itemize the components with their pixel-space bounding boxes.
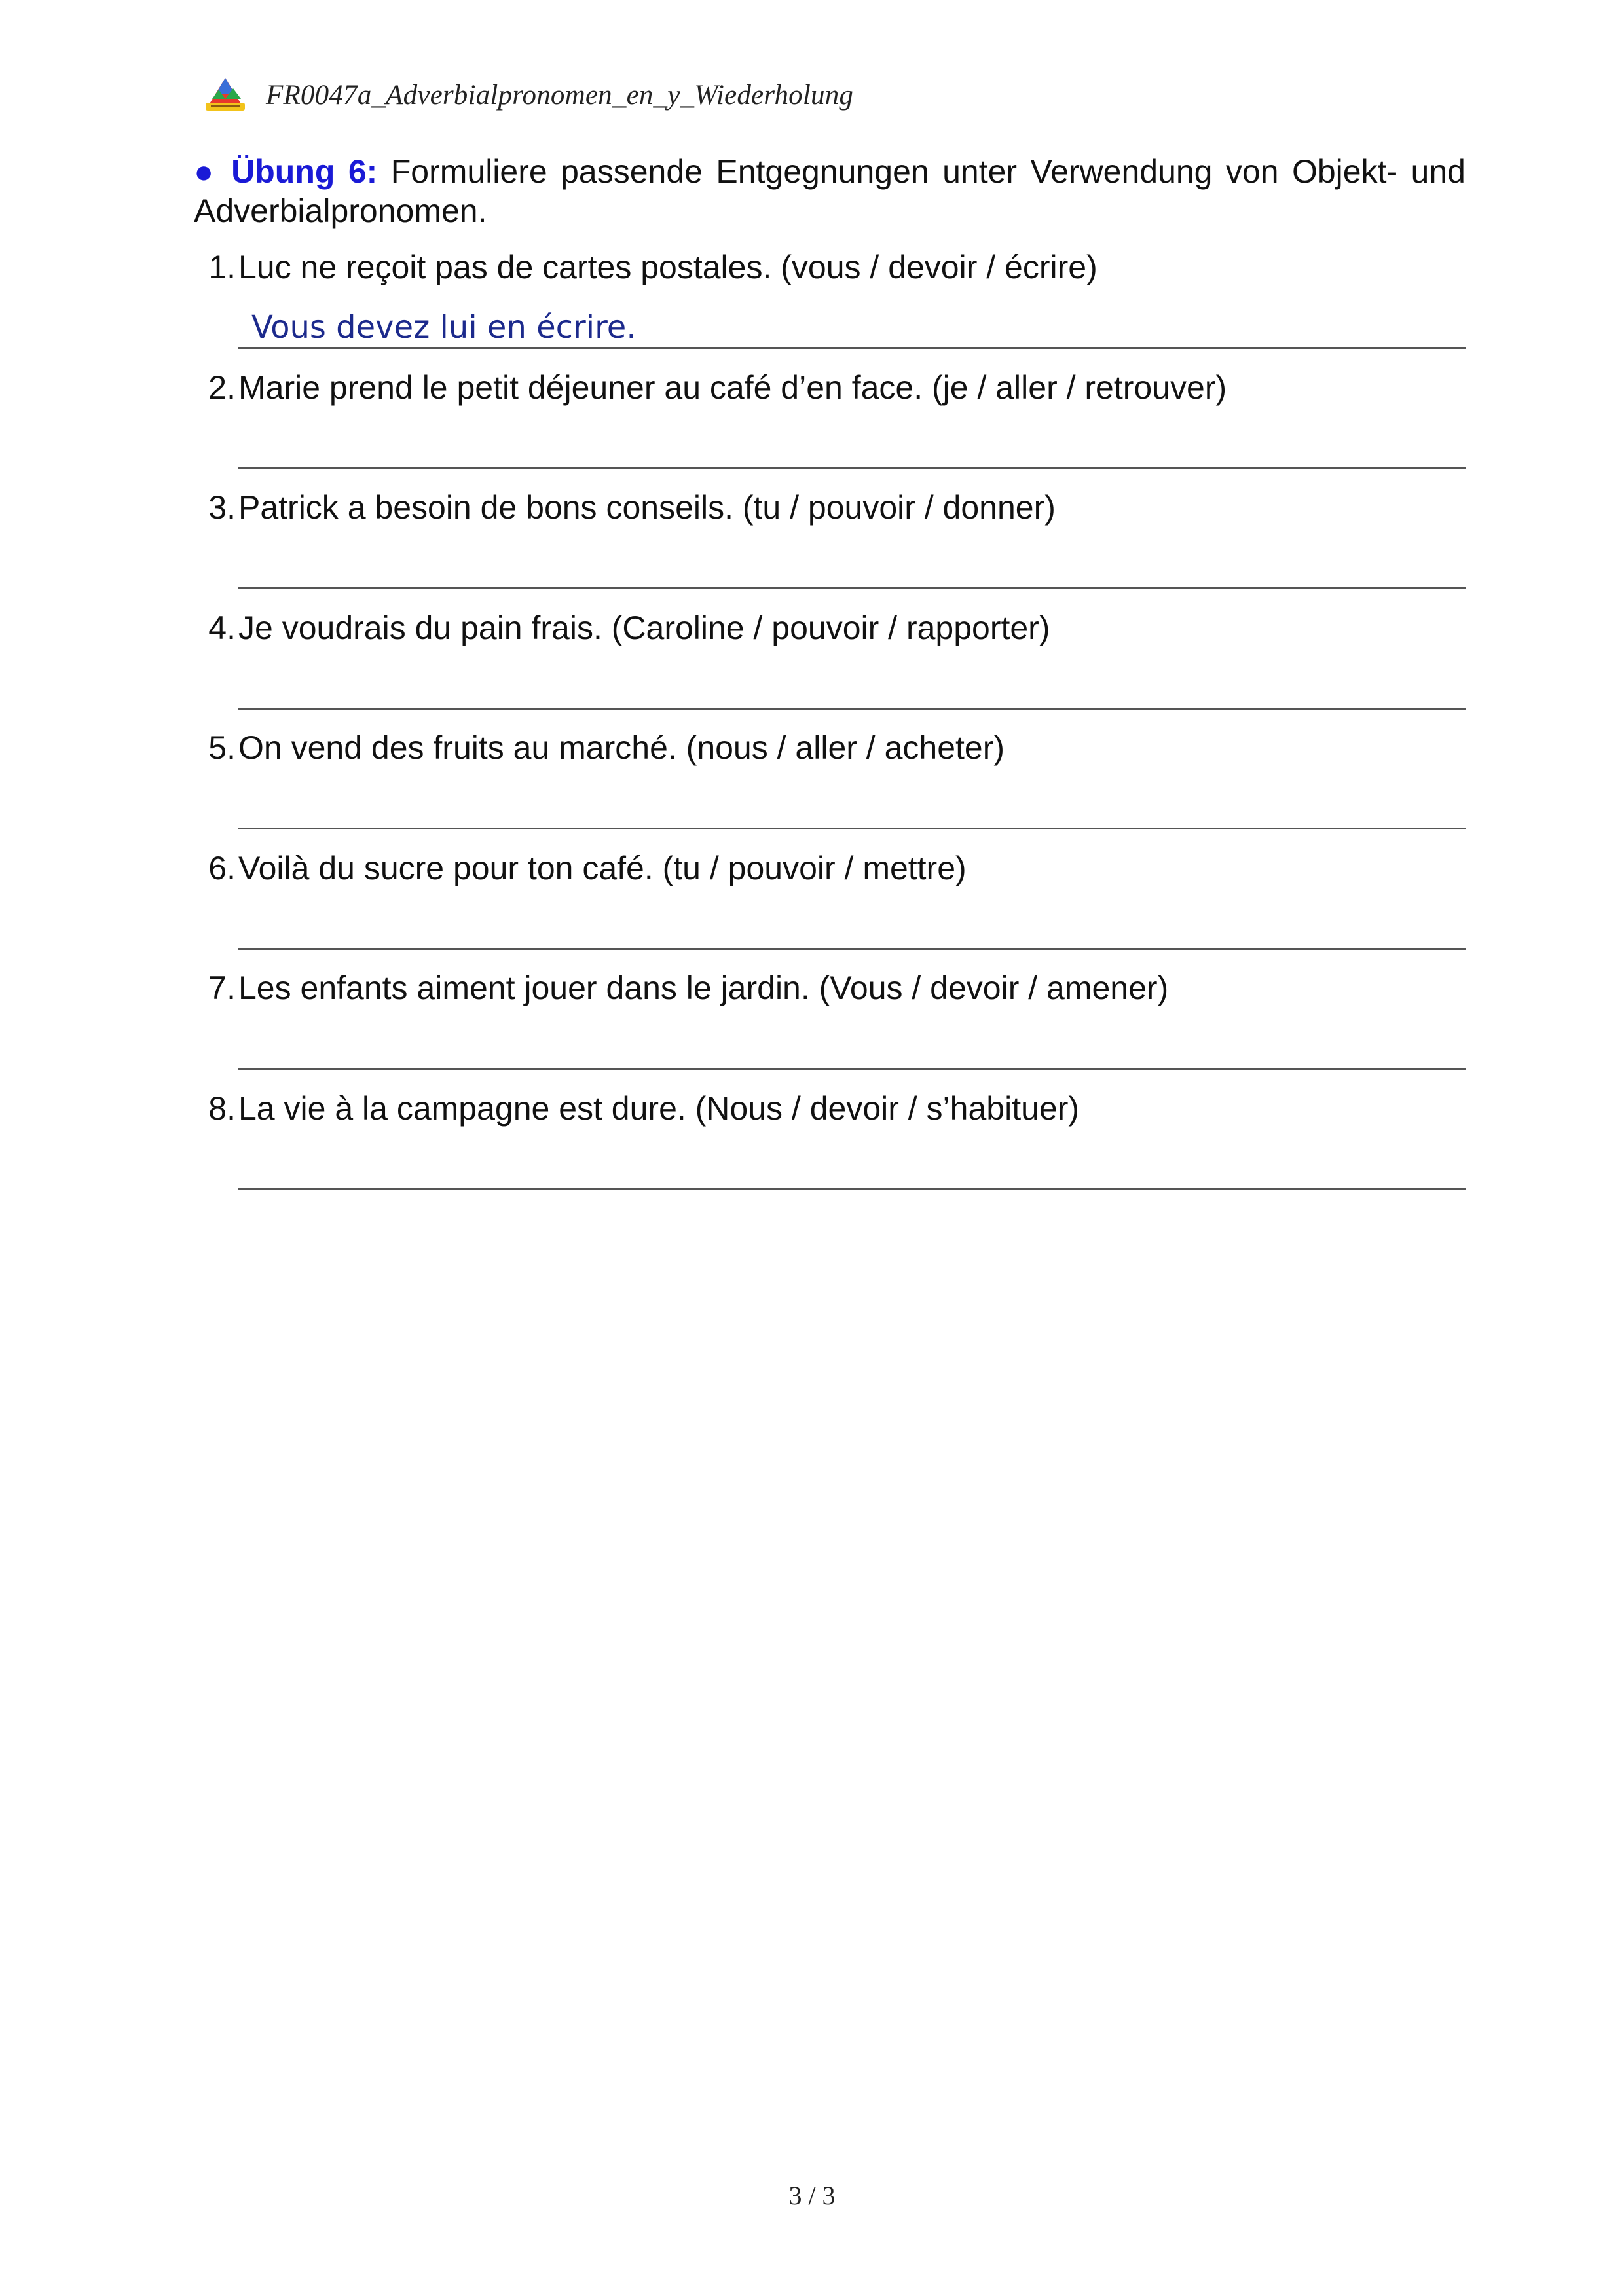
item-number: 7. [208,970,236,1006]
item-number: 6. [208,849,236,886]
item-number: 3. [208,489,236,526]
answer-line[interactable] [238,467,1466,469]
item-prompt: Je voudrais du pain frais. (Caroline / pouvoir / rapporter) [238,609,1050,646]
item-prompt: Patrick a besoin de bons conseils. (tu / pouvoir / donner) [238,489,1056,526]
exercise-label: Übung 6: [231,153,378,190]
exercise-item-5 [194,723,1466,843]
item-number: 8. [208,1089,236,1127]
exercise-item-7 [194,963,1466,1084]
exercise-item-1 [194,242,1466,363]
answer-line[interactable] [238,948,1466,950]
page-number: 3 / 3 [788,2181,836,2210]
item-prompt: Les enfants aiment jouer dans le jardin. (Vous / devoir / amener) [238,970,1169,1006]
exercise-item-8 [194,1084,1466,1204]
exercise-item-3 [194,483,1466,603]
exercise-instruction [194,152,1466,230]
item-prompt: La vie à la campagne est dure. (Nous / devoir / s’habituer) [238,1089,1080,1127]
item-prompt: On vend des fruits au marché. (nous / aller / acheter) [238,729,1005,766]
item-prompt: Voilà du sucre pour ton café. (tu / pouvoir / mettre) [238,849,967,886]
answer-line[interactable] [238,587,1466,589]
document-title: FR0047a_Adverbialpronomen_en_y_Wiederholung [266,79,854,111]
exercise-list [194,242,1466,1203]
exercise-instruction-text: Formuliere passende Entgegnungen unter Verwendung von Objekt- und Adverbialpronomen. [194,153,1466,229]
item-number: 2. [208,369,236,406]
exercise-bullet: ● [194,153,218,190]
answer-line[interactable] [238,1188,1466,1190]
answer-line[interactable] [238,1068,1466,1070]
exercise-item-4 [194,603,1466,723]
item-prompt: Luc ne reçoit pas de cartes postales. (vous / devoir / écrire) [238,249,1098,285]
exercise-item-6 [194,843,1466,964]
page-header [203,72,853,118]
item-prompt: Marie prend le petit déjeuner au café d’en face. (je / aller / retrouver) [238,369,1227,406]
answer-line[interactable] [238,828,1466,829]
item-number: 4. [208,609,236,646]
answer-line[interactable] [238,708,1466,710]
item-number: 1. [208,249,236,285]
exercise-item-2 [194,363,1466,483]
item-answer[interactable]: Vous devez lui en écrire. [251,309,637,346]
answer-line[interactable] [238,347,1466,349]
item-number: 5. [208,729,236,766]
mountain-logo-icon [203,77,248,113]
